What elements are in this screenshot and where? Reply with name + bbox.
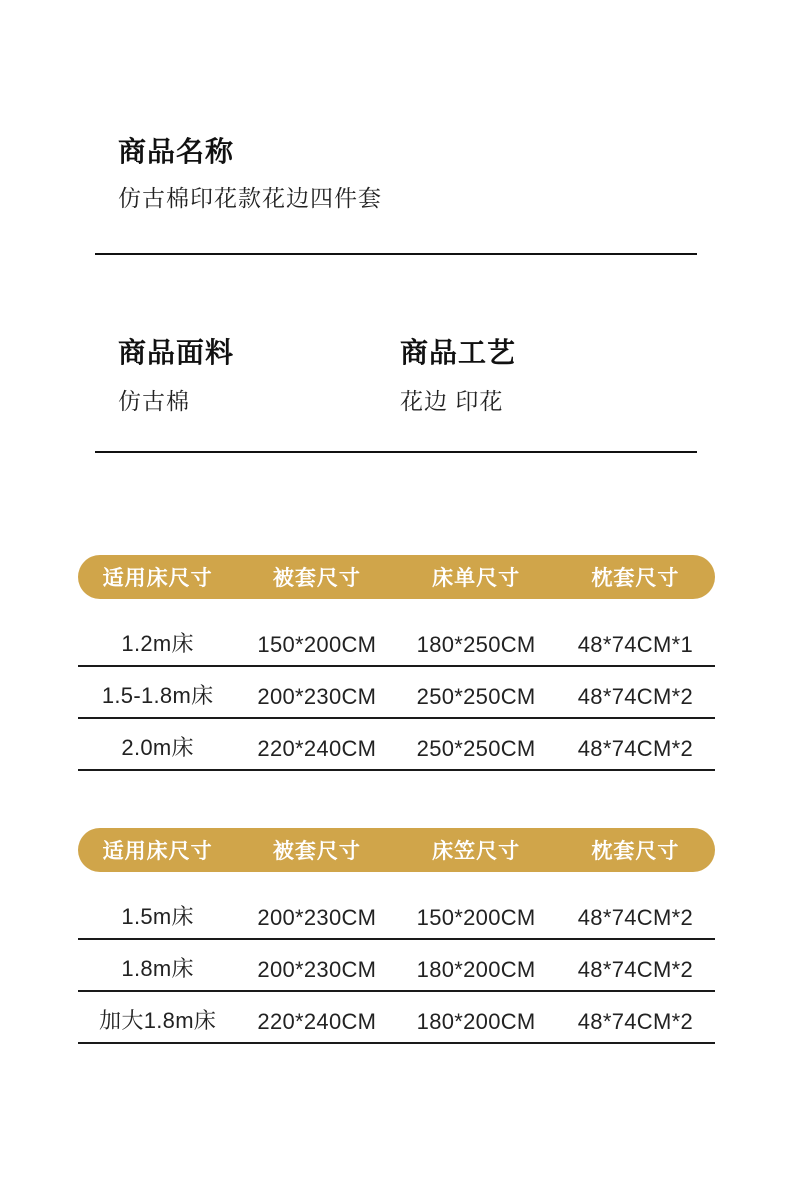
table-row	[78, 599, 715, 667]
section-title-product-name: 商品名称	[118, 136, 235, 167]
column-header-duvet-size: 被套尺寸	[272, 567, 361, 590]
product-name-value: 仿古棉印花款花边四件套	[118, 185, 382, 211]
table-cell: 220*240CM	[257, 736, 377, 761]
table-cell: 2.0m床	[121, 735, 194, 760]
table-cell: 200*230CM	[257, 684, 377, 709]
table-cell: 180*200CM	[416, 957, 536, 982]
fabric-value: 仿古棉	[118, 388, 190, 414]
table-row	[78, 872, 715, 940]
column-header-bed-size: 适用床尺寸	[102, 567, 213, 590]
section-title-craft: 商品工艺	[400, 337, 517, 368]
table-row	[78, 719, 715, 771]
table-cell: 180*250CM	[416, 632, 536, 657]
table-cell: 1.5m床	[121, 904, 194, 929]
table-cell: 220*240CM	[257, 1009, 377, 1034]
column-header-sheet-size: 床单尺寸	[432, 567, 521, 590]
column-header-bed-size: 适用床尺寸	[102, 840, 213, 863]
section-divider	[95, 253, 697, 255]
section-divider	[95, 451, 697, 453]
size-table-sheet	[78, 555, 715, 771]
size-table-header	[78, 828, 715, 872]
table-cell: 1.5-1.8m床	[101, 683, 214, 708]
craft-value: 花边 印花	[400, 388, 504, 414]
size-table-fitted-sheet	[78, 828, 715, 1044]
section-title-fabric: 商品面料	[118, 337, 235, 368]
column-header-fitted-size: 床笠尺寸	[432, 840, 521, 863]
table-cell: 48*74CM*1	[577, 632, 693, 657]
table-cell: 200*230CM	[257, 905, 377, 930]
table-cell: 48*74CM*2	[577, 736, 693, 761]
table-cell: 150*200CM	[257, 632, 377, 657]
column-header-duvet-size: 被套尺寸	[272, 840, 361, 863]
table-cell: 加大1.8m床	[99, 1008, 217, 1033]
table-row	[78, 940, 715, 992]
table-cell: 48*74CM*2	[577, 905, 693, 930]
table-cell: 48*74CM*2	[577, 684, 693, 709]
table-cell: 250*250CM	[416, 736, 536, 761]
column-header-pillow-size: 枕套尺寸	[591, 840, 680, 863]
table-cell: 48*74CM*2	[577, 957, 693, 982]
table-cell: 1.8m床	[121, 956, 194, 981]
size-table-header	[78, 555, 715, 599]
table-row	[78, 667, 715, 719]
table-cell: 48*74CM*2	[577, 1009, 693, 1034]
table-cell: 250*250CM	[416, 684, 536, 709]
table-cell: 1.2m床	[121, 631, 194, 656]
table-cell: 200*230CM	[257, 957, 377, 982]
table-cell: 150*200CM	[416, 905, 536, 930]
column-header-pillow-size: 枕套尺寸	[591, 567, 680, 590]
table-row	[78, 992, 715, 1044]
table-cell: 180*200CM	[416, 1009, 536, 1034]
